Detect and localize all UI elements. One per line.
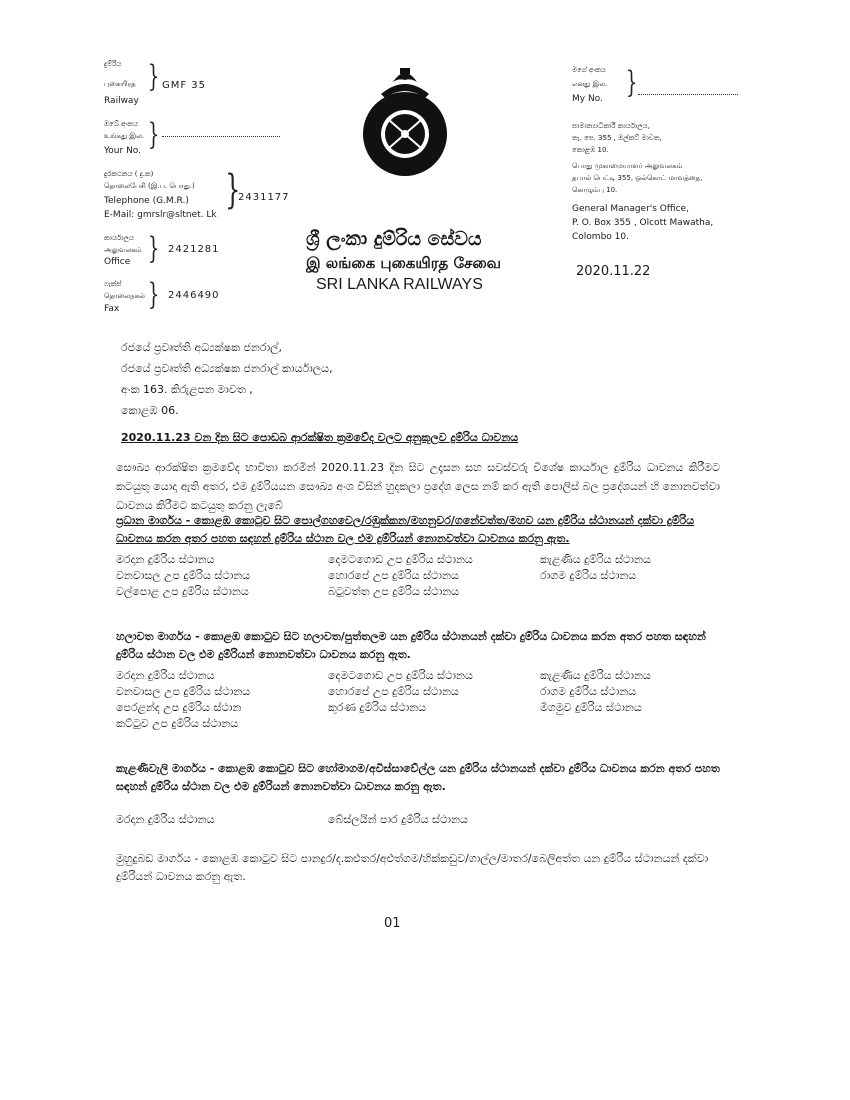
recipient-block (121, 340, 521, 418)
station-item (540, 716, 720, 731)
fax-label-ta: தொலைநகல் (104, 292, 145, 300)
station-item (328, 716, 540, 731)
station-item: කැළණිය දුම්රිය ස්ථානය (540, 553, 651, 566)
station-item: කැළණිය දුම්රිය ස්ථානය (540, 669, 651, 682)
station-item: රාගම දුම්රිය ස්ථානය (540, 569, 637, 582)
office-label-en: Office (104, 257, 131, 267)
brace-icon: } (147, 117, 160, 152)
my-no-label-ta: எனது இல. (572, 80, 608, 88)
address-en-line-3: Colombo 10. (572, 232, 629, 242)
subject-line: 2020.11.23 වන දින සිට පොඩබ ආරක්ෂිත ක්‍රමවේද වලට අනුකූලව දුම්රිය ධාවනය (121, 431, 519, 444)
intro-paragraph: සෞඛ්‍ය ආරක්ෂිත ක්‍රමවේද භාවිතා කරමින් 2020.11.23 දින සිට උදෑසන සහ සවස්වරු විශේෂ කාර්යාල දුම්රිය ධාවනය කිරීමට කටයුතු යොදා ඇති අතර, එම දුම්රියයන සෞඛ්‍ය අංශ විසින් හුදකලා ප්‍රදේශ ලෙස නම් කර ඇති පොලිස් බල ප්‍රදේශයන් හි නොනවත්වා ධාවනය කිරීමට කටයුතු කරනු ලැබේ (116, 461, 720, 512)
station-item (540, 584, 720, 599)
fax-label-si: ෆැක්ස් (104, 280, 122, 288)
fax-value: 2446490 (168, 290, 220, 301)
railway-value: GMF 35 (162, 80, 207, 91)
station-item: හොරපේ උප දුම්රිය ස්ථානය (328, 569, 459, 582)
station-item: හොරපේ උප දුම්රිය ස්ථානය (328, 685, 459, 698)
your-no-blank (162, 126, 280, 137)
railway-emblem-icon (355, 60, 455, 180)
recipient-line-1: රජයේ ප්‍රවෘත්ති අධ්‍යක්ෂක ජනරාල්, (121, 341, 283, 354)
org-name-si: ශ්‍රී ලංකා දුම්රිය සේවය (306, 228, 482, 250)
railway-label-en: Railway (104, 96, 139, 106)
telephone-label-en: Telephone (G.M.R.) (104, 196, 189, 206)
coastal-line-paragraph: මුහුදුබඩ මාර්ගය - කොළඹ කොටුව සිට පානදුර/ද.කළුතර/අළුත්ගම/හික්කඩුව/ගාල්ල/මාතර/බෙලිඅත්ත යන දුම්රිය ස්ථානයන් දක්වා දුම්රියන් ධාවනය කරනු ඇත. (116, 852, 709, 883)
my-no-blank (638, 84, 738, 95)
address-en-line-1: General Manager's Office, (572, 204, 689, 214)
brace-icon: } (147, 231, 160, 266)
your-no-label-en: Your No. (104, 146, 142, 156)
org-name-ta: இ லங்கை புகையிரத சேவை (306, 254, 502, 272)
kelani-valley-line-stations (116, 812, 628, 827)
page-number: 01 (384, 916, 401, 931)
fax-label-en: Fax (104, 304, 120, 314)
station-item: බේස්ලයින් පාර දුම්රිය ස්ථානය (328, 813, 468, 826)
address-ta-line-3: கொழும்பு 10. (572, 186, 618, 194)
puttalam-line-heading: හලාවත මාර්ගය - කොළඹ කොටුව සිට හලාවත/පුත්තලම යන දුම්රිය ස්ථානයන් දක්වා දුම්රිය ධාවනය කරන අතර පහත සඳහන් දුම්රිය ස්ථාන වල එම දුම්රියන් නොනවත්වා ධාවනය කරනු ඇත. (116, 630, 706, 661)
main-line-heading: ප්‍රධාන මාර්ගය - කොළඹ කොටුව සිට පොල්ගහවෙල/රඹුක්කන/මහනුවර/ගනේවත්ත/මහව යන දුම්රිය ස්ථානයන් දක්වා දුම්රිය ධාවනය කරන අතර පහත සඳහන් දුම්රිය ස්ථාන වල එම දුම්රියන් නොනවත්වා ධාවනය කරනු ඇත. (116, 514, 695, 545)
kelani-valley-line-heading: කැළණිවැලි මාර්ගය - කොළඹ කොටුව සිට හෝමාගම/අවිස්සාවේල්ල යන දුම්රිය ස්ථානයන් දක්වා දුම්රිය ධාවනය කරන අතර පහත සඳහන් දුම්රිය ස්ථාන වල එම දුම්රියන් නොනවත්වා ධාවනය කරනු ඇත. (116, 762, 720, 793)
telephone-value: 2431177 (238, 192, 290, 203)
brace-icon: } (225, 167, 241, 213)
left-contacts (104, 58, 304, 318)
station-item: මරදාන දුම්රිය ස්ථානය (116, 553, 215, 566)
station-item: මරදාන දුම්රිය ස්ථානය (116, 813, 215, 826)
station-item: මරදාන දුම්රිය ස්ථානය (116, 669, 215, 682)
office-value: 2421281 (168, 244, 220, 255)
station-item: දෙමටගොඩ උප දුම්රිය ස්ථානය (328, 553, 473, 566)
address-si-line-3: කොළඹ 10. (572, 146, 609, 154)
letter-date: 2020.11.22 (576, 264, 651, 279)
my-no-label-en: My No. (572, 94, 603, 104)
org-name-en: SRI LANKA RAILWAYS (316, 276, 483, 293)
recipient-line-4: කොළඹ 06. (121, 404, 179, 417)
railway-label-si: දුම්රිය (104, 60, 122, 68)
your-no-label-ta: உங்கது இல. (104, 132, 145, 140)
your-no-label-si: ඔබේ අංකය (104, 120, 138, 128)
puttalam-line-stations (116, 668, 720, 731)
recipient-line-2: රජයේ ප්‍රවෘත්ති අධ්‍යක්ෂක ජනරාල් කාර්යාලය, (121, 362, 333, 375)
right-contacts (572, 64, 772, 294)
recipient-line-3: අංක 163. කිරුළපන මාවත , (121, 383, 253, 396)
office-label-si: කාර්යාලය (104, 234, 134, 242)
address-ta-line-1: பொது முகாமையாளர் அலுவலகம் (572, 162, 683, 170)
station-item: බටුවත්ත උප දුම්රිය ස්ථානය (328, 585, 460, 598)
station-item: මීගමුව දුම්රිය ස්ථානය (540, 701, 642, 714)
telephone-label-ta: தொலைபேசி (இ.ப. பொது.) (104, 182, 195, 190)
brace-icon: } (625, 65, 638, 100)
address-si-line-1: සාමාන්‍යාධිකාරී කාර්යාලය, (572, 122, 650, 130)
address-si-line-2: තැ. පෙ. 355 , ඔල්කට් මාවත, (572, 134, 662, 142)
brace-icon: } (147, 59, 160, 94)
station-item: කුරණ දුම්රිය ස්ථානය (328, 701, 427, 714)
station-item: රාගම දුම්රිය ස්ථානය (540, 685, 637, 698)
my-no-label-si: මගේ අංකය (572, 66, 606, 74)
station-item: වල්පොළ උප දුම්රිය ස්ථානය (116, 585, 249, 598)
railway-label-ta: புகையிரத (104, 80, 136, 88)
main-line-stations (116, 552, 720, 599)
brace-icon: } (147, 277, 160, 312)
station-item: පෙරළන්ද උප දුම්රිය ස්ථාන (116, 701, 242, 714)
station-item: කට්ටුව උප දුම්රිය ස්ථානය (116, 717, 239, 730)
address-en-line-2: P. O. Box 355 , Olcott Mawatha, (572, 218, 714, 228)
email-text: E-Mail: gmrslr@sltnet. Lk (104, 210, 217, 220)
station-item: වනවාසල උප දුම්රිය ස්ථානය (116, 685, 251, 698)
address-ta-line-2: தபால் பெட்டி 355, ஒல்கொட் மாவத்தை, (572, 174, 703, 182)
office-label-ta: அலுவலகம் (104, 246, 142, 254)
station-item: දෙමටගොඩ උප දුම්රිය ස්ථානය (328, 669, 473, 682)
station-item: වනවාසල උප දුම්රිය ස්ථානය (116, 569, 251, 582)
telephone-label-si: දුරකථනය ( දු.ක) (104, 170, 154, 178)
